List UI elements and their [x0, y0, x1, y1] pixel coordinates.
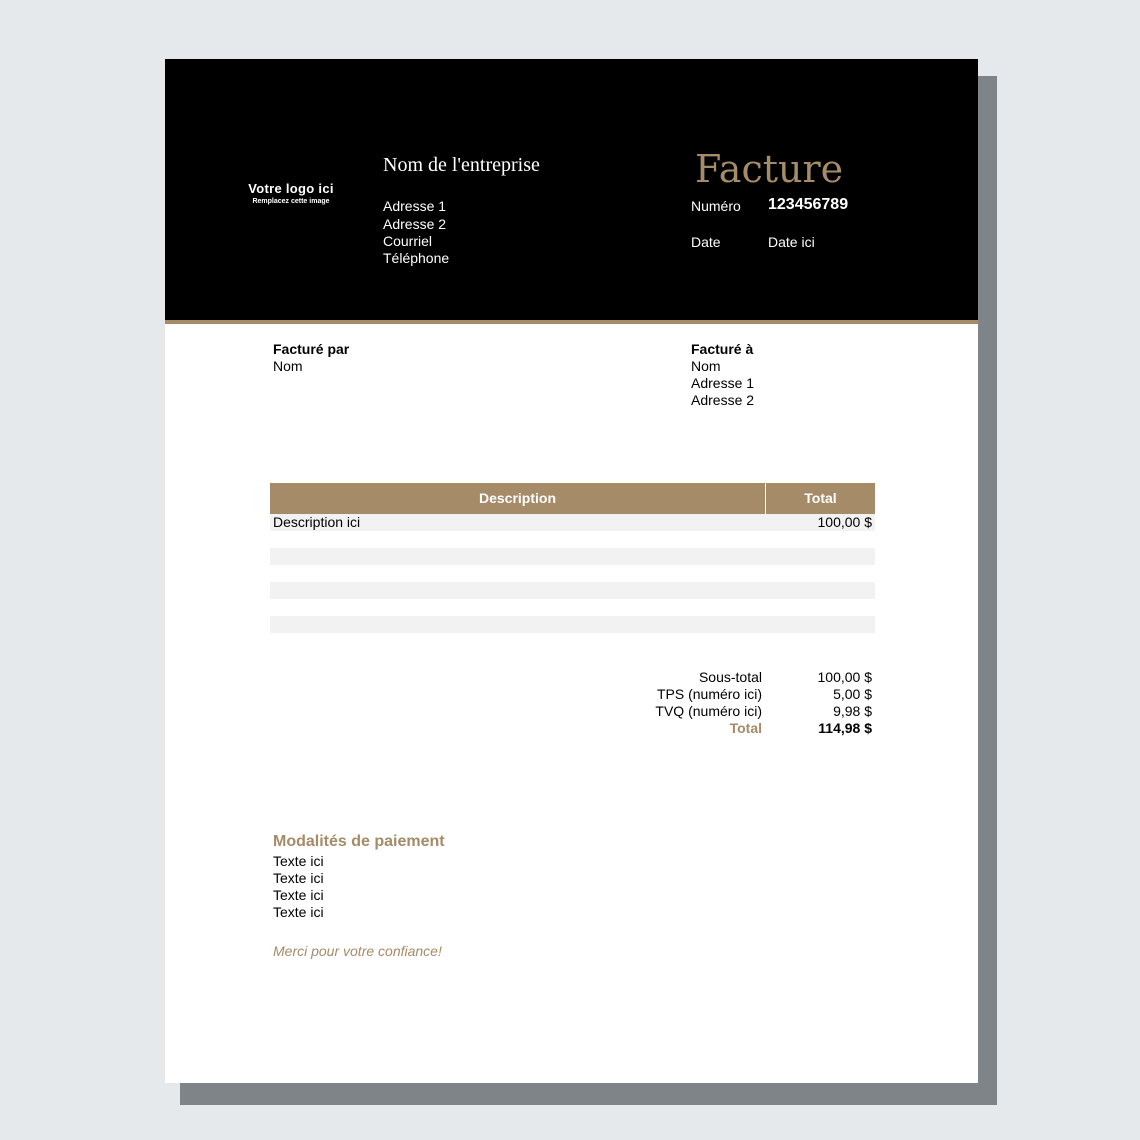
table-row	[270, 582, 875, 599]
payment-terms-line: Texte ici	[273, 870, 324, 886]
row-total: 100,00 $	[817, 514, 872, 530]
billed-to-name: Nom	[691, 358, 721, 374]
invoice-number: 123456789	[768, 196, 849, 213]
header-accent-rule	[165, 320, 978, 324]
subtotal-value: 100,00 $	[817, 669, 872, 685]
invoice-header	[165, 59, 978, 320]
company-address-2: Adresse 2	[383, 216, 447, 232]
payment-terms-title: Modalités de paiement	[273, 833, 445, 850]
thank-you-note: Merci pour votre confiance!	[273, 943, 442, 959]
invoice-date: Date ici	[768, 234, 815, 250]
billed-to-address-2: Adresse 2	[691, 392, 755, 408]
table-row	[270, 616, 875, 633]
company-phone: Téléphone	[383, 250, 450, 266]
billed-to-address-1: Adresse 1	[691, 375, 755, 391]
total-value: 114,98 $	[818, 720, 872, 736]
invoice-number-label: Numéro	[691, 198, 741, 214]
table-row	[270, 565, 875, 582]
table-header	[270, 483, 875, 514]
invoice-page	[165, 59, 978, 1083]
column-header-total: Total	[804, 490, 837, 506]
invoice-title: Facture	[695, 147, 844, 191]
billed-by-name: Nom	[273, 358, 303, 374]
subtotal-label: Sous-total	[698, 669, 762, 685]
invoice-date-label: Date	[691, 234, 721, 250]
billed-to-label: Facturé à	[691, 341, 754, 357]
table-row	[270, 531, 875, 548]
payment-terms-line: Texte ici	[273, 887, 324, 903]
row-description: Description ici	[273, 514, 361, 530]
company-email: Courriel	[383, 233, 433, 249]
payment-terms-line: Texte ici	[273, 904, 324, 920]
company-name: Nom de l'entreprise	[383, 154, 540, 176]
company-address-1: Adresse 1	[383, 198, 447, 214]
logo-placeholder-subtitle: Remplacez cette image	[252, 198, 330, 205]
billed-by-label: Facturé par	[273, 341, 350, 357]
payment-terms-line: Texte ici	[273, 853, 324, 869]
logo-placeholder-title[interactable]: Votre logo ici	[248, 181, 334, 196]
tvq-value: 9,98 $	[833, 703, 872, 719]
table-row	[270, 548, 875, 565]
tps-value: 5,00 $	[833, 686, 872, 702]
tps-label: TPS (numéro ici)	[656, 686, 762, 702]
table-row	[270, 599, 875, 616]
table-row	[270, 514, 875, 531]
total-label: Total	[729, 720, 762, 736]
line-items-table	[270, 483, 875, 633]
tvq-label: TVQ (numéro ici)	[655, 703, 762, 719]
column-header-description: Description	[478, 490, 556, 506]
